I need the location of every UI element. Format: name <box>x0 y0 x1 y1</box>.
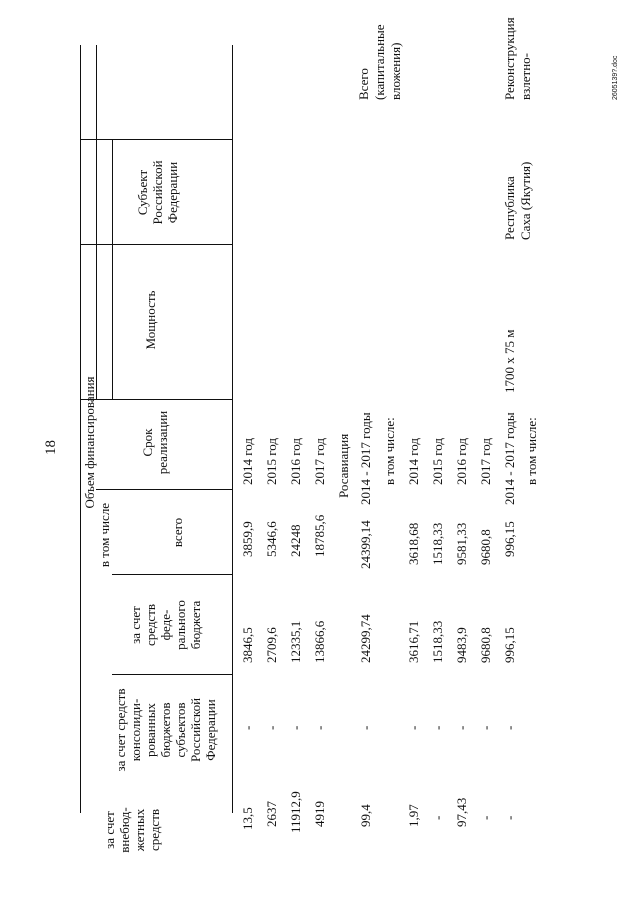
header-incl: в том числе <box>97 502 112 568</box>
total-row-extra: 1,97 <box>406 804 421 827</box>
total-row-regional: - <box>430 725 445 730</box>
total-label: Всего (капитальные вложения) <box>356 24 403 100</box>
page-number: 18 <box>43 440 59 455</box>
total-row-total: 9680,8 <box>478 529 493 565</box>
total-row-regional: - <box>454 725 469 730</box>
total-row-year: 2015 год <box>430 438 445 485</box>
row-regional: - <box>288 725 303 730</box>
total-row-total: 3618,68 <box>406 522 421 565</box>
recon-total: 996,15 <box>502 521 517 557</box>
total-row-year: 2017 год <box>478 438 493 485</box>
total-row-total: 1518,33 <box>430 522 445 565</box>
total-row-total: 9581,33 <box>454 522 469 565</box>
row-regional: - <box>312 725 327 730</box>
row-federal: 13866,6 <box>312 620 327 663</box>
header-federal: за счет средств феде- рального бюджета <box>128 600 203 650</box>
row-extra: 13,5 <box>240 807 255 830</box>
header-capacity: Мощность <box>143 290 158 350</box>
total-row-federal: 9483,9 <box>454 627 469 663</box>
total-total: 24399,14 <box>358 520 373 569</box>
total-row-year: 2014 год <box>406 438 421 485</box>
row-federal: 3846,5 <box>240 627 255 663</box>
recon-capacity: 1700 х 75 м <box>502 329 517 393</box>
header-extra: за счет внебюд- жетных средств <box>102 807 162 853</box>
recon-incl: в том числе: <box>524 417 539 485</box>
total-regional: - <box>358 725 373 730</box>
header-financing: Объем финансирования <box>82 376 97 509</box>
total-row-extra: - <box>478 815 493 820</box>
recon-regional: - <box>502 725 517 730</box>
row-federal: 2709,6 <box>264 627 279 663</box>
row-regional: - <box>264 725 279 730</box>
total-row-regional: - <box>406 725 421 730</box>
row-year: 2014 год <box>240 438 255 485</box>
header-term: Срок реализации <box>140 410 170 475</box>
total-incl: в том числе: <box>382 417 397 485</box>
table-line-top <box>80 45 81 813</box>
row-total: 3859,9 <box>240 521 255 557</box>
table-col-line <box>80 139 232 140</box>
row-total: 24248 <box>288 524 303 557</box>
row-year: 2016 год <box>288 438 303 485</box>
total-row-federal: 1518,33 <box>430 620 445 663</box>
total-row-regional: - <box>478 725 493 730</box>
total-row-extra: 97,43 <box>454 797 469 827</box>
recon-federal: 996,15 <box>502 627 517 663</box>
total-row-year: 2016 год <box>454 438 469 485</box>
row-year: 2015 год <box>264 438 279 485</box>
header-subject: Субъект Российской Федерации <box>135 160 180 225</box>
row-extra: 11912,9 <box>288 791 303 833</box>
total-row-federal: 3616,71 <box>406 620 421 663</box>
row-year: 2017 год <box>312 438 327 485</box>
header-total: всего <box>170 517 185 548</box>
recon-label: Реконструкция взлетно- <box>502 17 533 100</box>
row-federal: 12335,1 <box>288 620 303 663</box>
recon-extra: - <box>502 815 517 820</box>
table-line-header-bottom <box>232 45 233 813</box>
table-line-incl <box>112 140 113 400</box>
header-regional: за счет средств консолиди- рованных бюджетов субъектов Российской Федерации <box>113 688 218 772</box>
total-row-extra: - <box>430 815 445 820</box>
total-federal: 24299,74 <box>358 614 373 663</box>
row-regional: - <box>240 725 255 730</box>
total-row-federal: 9680,8 <box>478 627 493 663</box>
total-extra: 99,4 <box>358 804 373 827</box>
doc-reference: 2605139?.doc <box>612 55 619 100</box>
row-extra: 2637 <box>264 801 279 827</box>
row-total: 18785,6 <box>312 514 327 557</box>
total-period: 2014 - 2017 годы <box>358 412 373 505</box>
recon-subject: Республика Саха (Якутия) <box>502 161 533 240</box>
recon-period: 2014 - 2017 годы <box>502 412 517 505</box>
row-extra: 4919 <box>312 801 327 827</box>
rosaviatsiya-label: Росавиация <box>336 433 351 498</box>
table-col-line <box>96 489 232 490</box>
row-total: 5346,6 <box>264 521 279 557</box>
